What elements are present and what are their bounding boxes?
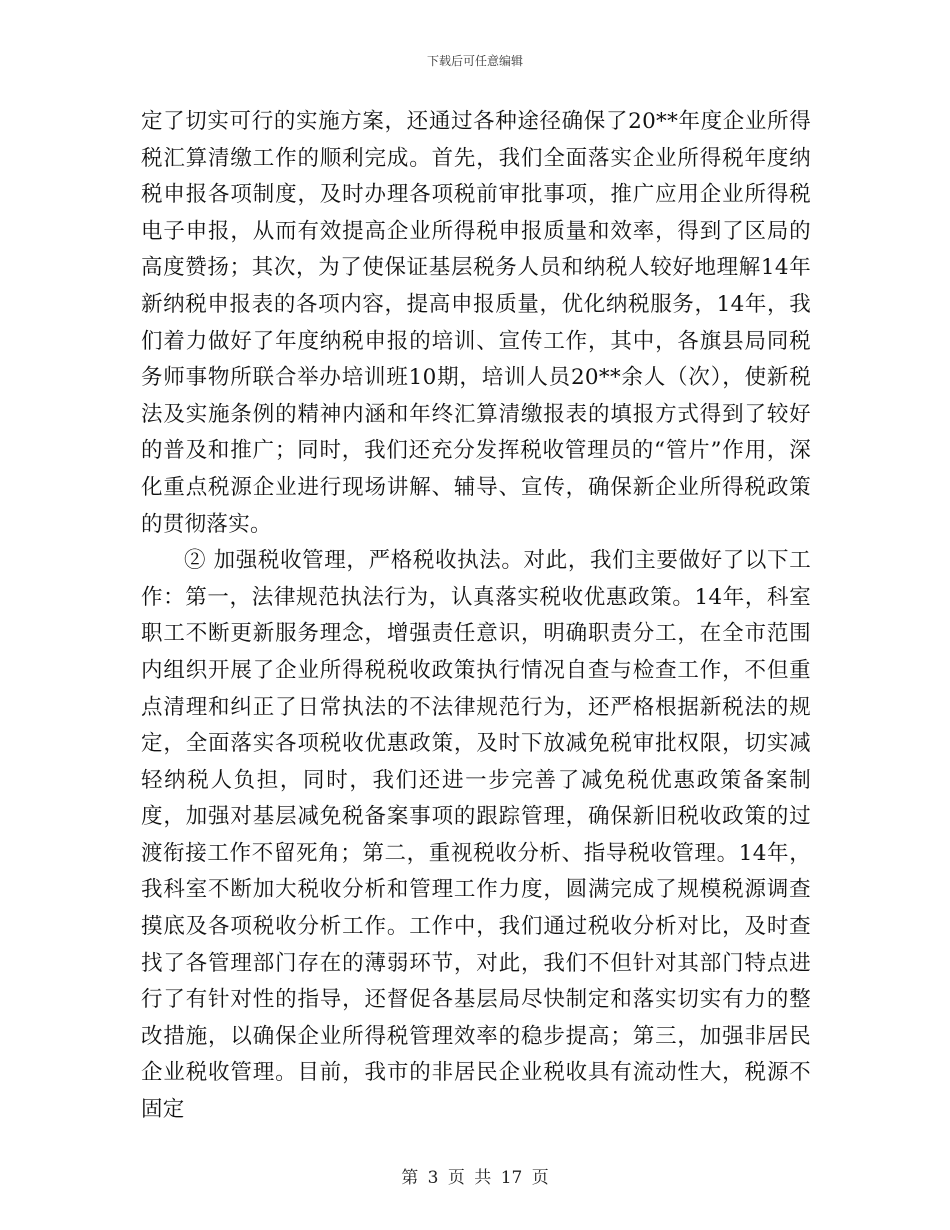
body-paragraph-2: ② 加强税收管理，严格税收执法。对此，我们主要做好了以下工作：第一，法律规范执法行为，认真落实税收优惠政策。14年，科室职工不断更新服务理念，增强责任意识，明确职责分工，在全市范围内组织开展了企业所得税税收政策执行情况自查与检查工作，不但重点清理和纠正了日常执法的不法律规范行为，还严格根据新税法的规定，全面落实各项税收优惠政策，及时下放减免税审批权限，切实减轻纳税人负担，同时，我们还进一步完善了减免税优惠政策备案制度，加强对基层减免税备案事项的跟踪管理，确保新旧税收政策的过渡衔接工作不留死角；第二，重视税收分析、指导税收管理。14年，我科室不断加大税收分析和管理工作力度，圆满完成了规模税源调查摸底及各项税收分析工作。工作中，我们通过税收分析对比，及时查找了各管理部门存在的薄弱环节，对此，我们不但针对其部门特点进行了有针对性的指导，还督促各基层局尽快制定和落实切实有力的整改措施，以确保企业所得税管理效率的稳步提高；第三，加强非居民企业税收管理。目前，我市的非居民企业税收具有流动性大，税源不固定 — [141, 548, 811, 1123]
page-footer: 第 3 页 共 17 页 — [401, 1168, 549, 1188]
document-body — [141, 104, 811, 1129]
page-header: 下载后可任意编辑 — [426, 54, 523, 68]
body-paragraph-1: 定了切实可行的实施方案，还通过各种途径确保了20**年度企业所得税汇算清缴工作的顺利完成。首先，我们全面落实企业所得税年度纳税申报各项制度，及时办理各项税前审批事项，推广应用企业所得税电子申报，从而有效提高企业所得税申报质量和效率，得到了区局的高度赞扬；其次，为了使保证基层税务人员和纳税人较好地理解14年新纳税申报表的各项内容，提高申报质量，优化纳税服务，14年，我们着力做好了年度纳税申报的培训、宣传工作，其中，各旗县局同税务师事物所联合举办培训班10期，培训人员20**余人（次），使新税法及实施条例的精神内涵和年终汇算清缴报表的填报方式得到了较好的普及和推广；同时，我们还充分发挥税收管理员的“管片”作用，深化重点税源企业进行现场讲解、辅导、宣传，确保新企业所得税政策的贯彻落实。 — [141, 109, 811, 537]
